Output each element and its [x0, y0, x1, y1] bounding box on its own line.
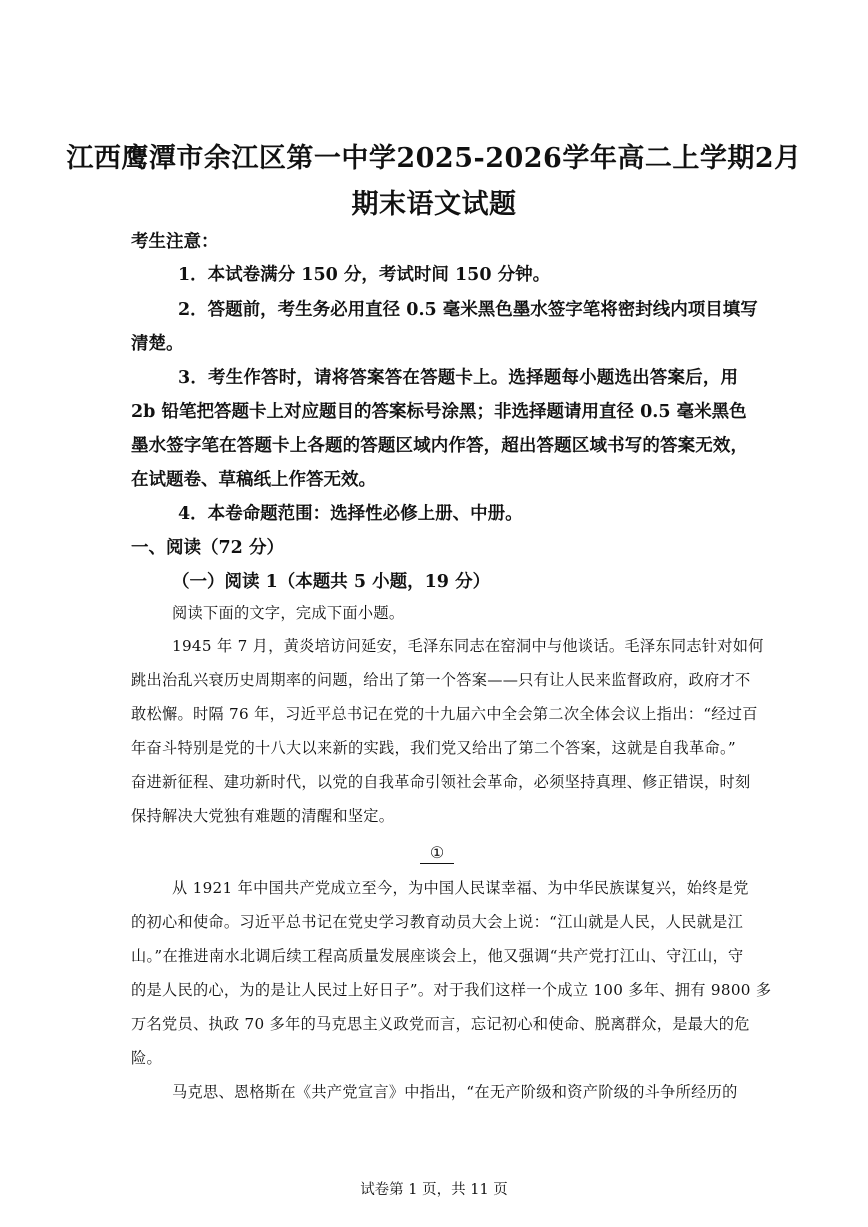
notice-heading: 考生注意： — [131, 232, 219, 252]
notice-item-1: 1．本试卷满分 150 分，考试时间 150 分钟。 — [178, 265, 551, 285]
passage-para1-line5: 奋进新征程、建功新时代，以党的自我革命引领社会革命，必须坚持真理、修正错误，时刻 — [131, 773, 751, 791]
subsection-heading: （一）阅读 1（本题共 5 小题，19 分） — [172, 572, 491, 592]
reading-instruction: 阅读下面的文字，完成下面小题。 — [172, 604, 405, 622]
passage-para1-line3: 敢松懈。时隔 76 年，习近平总书记在党的十九届六中全会第二次全体会议上指出：“经过百 — [131, 705, 758, 723]
notice-item-3: 3．考生作答时，请将答案答在答题卡上。选择题每小题选出答案后，用 — [178, 368, 738, 388]
passage-para2-line2: 的初心和使命。习近平总书记在党史学习教育动员大会上说：“江山就是人民，人民就是江 — [131, 913, 744, 931]
page-footer: 试卷第 1 页，共 11 页 — [360, 1182, 508, 1198]
notice-item-3-cont-3: 在试题卷、草稿纸上作答无效。 — [131, 470, 376, 490]
exam-title-line-2: 期末语文试题 — [351, 189, 517, 220]
notice-item-2: 2．答题前，考生务必用直径 0.5 毫米黑色墨水签字笔将密封线内项目填写 — [178, 300, 758, 320]
notice-item-2-cont: 清楚。 — [131, 334, 184, 354]
passage-para1-line4: 年奋斗特别是党的十八大以来新的实践，我们党又给出了第二个答案，这就是自我革命。” — [131, 739, 736, 757]
passage-para2-line1: 从 1921 年中国共产党成立至今，为中国人民谋幸福、为中华民族谋复兴，始终是党 — [172, 879, 749, 897]
passage-para1-line6: 保持解决大党独有难题的清醒和坚定。 — [131, 807, 395, 825]
notice-item-4: 4．本卷命题范围：选择性必修上册、中册。 — [178, 504, 523, 524]
passage-para2-line4: 的是人民的心，为的是让人民过上好日子”。对于我们这样一个成立 100 多年、拥有 9800 多 — [131, 981, 772, 999]
exam-title-line-1: 江西鹰潭市余江区第一中学2025-2026学年高二上学期2月 — [66, 143, 802, 174]
notice-item-3-cont-1: 2b 铅笔把答题卡上对应题目的答案标号涂黑；非选择题请用直径 0.5 毫米黑色 — [131, 402, 747, 422]
passage-para1-line2: 跳出治乱兴衰历史周期率的问题，给出了第一个答案——只有让人民来监督政府，政府才不 — [131, 671, 751, 689]
notice-item-3-cont-2: 墨水签字笔在答题卡上各题的答题区域内作答，超出答题区域书写的答案无效， — [131, 436, 748, 456]
passage-para3-line1: 马克思、恩格斯在《共产党宣言》中指出，“在无产阶级和资产阶级的斗争所经历的 — [172, 1083, 738, 1101]
blank-marker-1: ① — [420, 843, 454, 864]
passage-para2-line3: 山。”在推进南水北调后续工程高质量发展座谈会上，他又强调“共产党打江山、守江山，守 — [131, 947, 744, 965]
passage-para2-line5: 万名党员、执政 70 多年的马克思主义政党而言，忘记初心和使命、脱离群众，是最大的危 — [131, 1015, 750, 1033]
passage-para2-line6: 险。 — [131, 1049, 162, 1067]
section-heading: 一、阅读（72 分） — [131, 538, 284, 558]
passage-para1-line1: 1945 年 7 月，黄炎培访问延安，毛泽东同志在窑洞中与他谈话。毛泽东同志针对如何 — [172, 637, 764, 655]
